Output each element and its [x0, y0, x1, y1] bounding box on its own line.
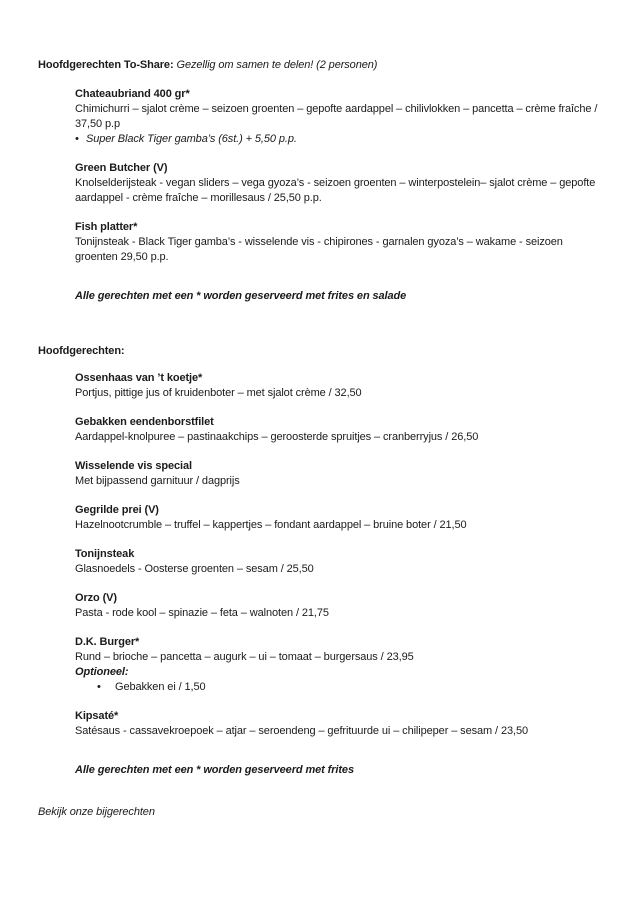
dish-green-butcher	[75, 161, 598, 206]
dish-ossenhaas	[75, 371, 598, 401]
dish-option-text: Super Black Tiger gamba’s (6st.) + 5,50 p.p.	[86, 133, 297, 145]
dish-description: Tonijnsteak - Black Tiger gamba’s - wisselende vis - chipirones - garnalen gyoza’s – wakame - seizoen groenten 29,50 p.p.	[75, 236, 563, 263]
dish-title: Chateaubriand 400 gr*	[75, 88, 190, 100]
dish-dk-burger	[75, 635, 598, 695]
dish-description: Knolselderijsteak - vegan sliders – vega gyoza’s - seizoen groenten – winterpostelein– sjalot crème – gepofte aardappel - crème fraîche – morillesaus / 25,50 p.p.	[75, 177, 596, 204]
dish-title: Fish platter*	[75, 221, 138, 233]
bullet-icon: •	[97, 681, 101, 693]
dish-option-line	[75, 132, 598, 147]
dish-chateaubriand	[75, 87, 598, 147]
dish-optional-label: Optioneel:	[75, 666, 129, 678]
dish-title: Tonijnsteak	[75, 548, 135, 560]
dish-tonijnsteak	[75, 547, 598, 577]
dish-gegrilde-prei	[75, 503, 598, 533]
dish-title: D.K. Burger*	[75, 636, 140, 648]
dish-title: Ossenhaas van ’t koetje*	[75, 372, 203, 384]
toshare-heading-subtitle: Gezellig om samen te delen! (2 personen)	[176, 59, 378, 71]
dish-description: Met bijpassend garnituur / dagprijs	[75, 475, 240, 487]
dish-description: Rund – brioche – pancetta – augurk – ui – tomaat – burgersaus / 23,95	[75, 651, 414, 663]
dish-title: Orzo (V)	[75, 592, 117, 604]
dish-description: Pasta - rode kool – spinazie – feta – walnoten / 21,75	[75, 607, 329, 619]
toshare-heading-title: Hoofdgerechten To-Share:	[38, 59, 174, 71]
dish-description: Portjus, pittige jus of kruidenboter – met sjalot crème / 32,50	[75, 387, 362, 399]
dish-title: Gebakken eendenborstfilet	[75, 416, 214, 428]
toshare-note: Alle gerechten met een * worden geserveerd met frites en salade	[75, 290, 407, 302]
dish-orzo	[75, 591, 598, 621]
dish-description: Aardappel-knolpuree – pastinaakchips – geroosterde spruitjes – cranberryjus / 26,50	[75, 431, 479, 443]
dish-eendenborstfilet	[75, 415, 598, 445]
toshare-section-heading	[38, 58, 598, 73]
dish-description: Satésaus - cassavekroepoek – atjar – seroendeng – gefrituurde ui – chilipeper – sesam / 23,50	[75, 725, 528, 737]
dish-wisselende-vis	[75, 459, 598, 489]
bullet-icon: •	[75, 133, 79, 145]
mains-section-heading: Hoofdgerechten:	[38, 345, 125, 357]
dish-fish-platter	[75, 220, 598, 265]
dish-title: Wisselende vis special	[75, 460, 192, 472]
dish-title: Gegrilde prei (V)	[75, 504, 159, 516]
dish-description: Chimichurri – sjalot crème – seizoen groenten – gepofte aardappel – chilivlokken – pancetta – crème fraîche / 37,50 p.p	[75, 103, 598, 130]
dish-optional-item-text: Gebakken ei / 1,50	[115, 681, 206, 693]
dish-description: Glasnoedels - Oosterse groenten – sesam / 25,50	[75, 563, 314, 575]
dish-title: Kipsaté*	[75, 710, 119, 722]
mains-note: Alle gerechten met een * worden geserveerd met frites	[75, 764, 354, 776]
dish-description: Hazelnootcrumble – truffel – kappertjes – fondant aardappel – bruine boter / 21,50	[75, 519, 467, 531]
dish-title: Green Butcher (V)	[75, 162, 168, 174]
dish-optional-item-line	[97, 680, 598, 695]
side-dishes-reference: Bekijk onze bijgerechten	[38, 806, 155, 818]
dish-kipsate	[75, 709, 598, 739]
